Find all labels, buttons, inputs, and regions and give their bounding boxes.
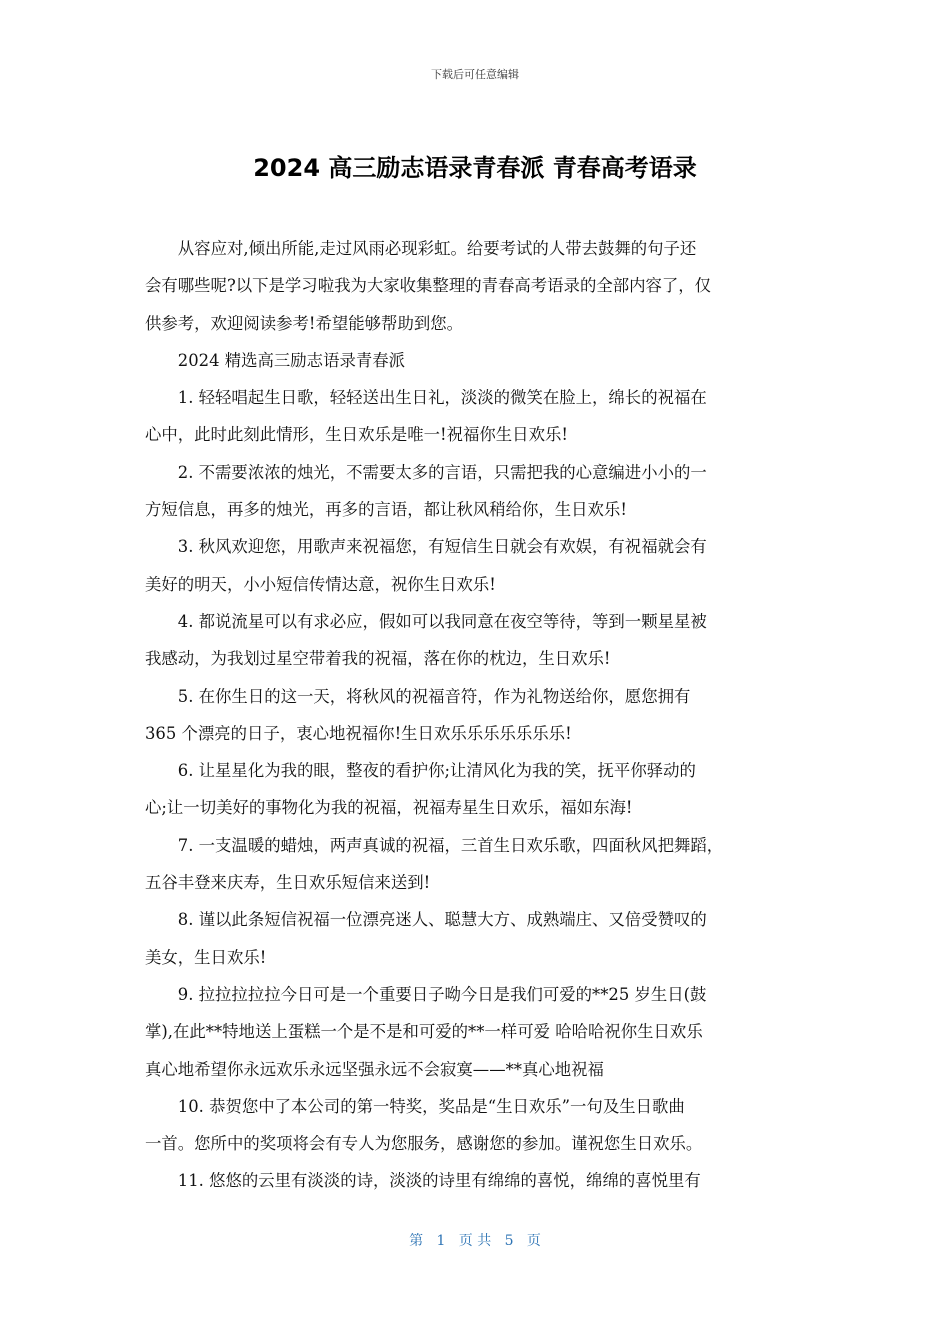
paragraph-line: 美好的明天，小小短信传情达意，祝你生日欢乐! <box>145 574 496 594</box>
paragraph-line: 10. 恭贺您中了本公司的第一特奖，奖品是“生日欢乐”一句及生日歌曲 <box>177 1096 685 1116</box>
paragraph-line: 会有哪些呢?以下是学习啦我为大家收集整理的青春高考语录的全部内容了，仅 <box>145 276 712 296</box>
paragraph-line: 五谷丰登来庆寿，生日欢乐短信来送到! <box>145 873 431 893</box>
paragraph-line: 4. 都说流星可以有求必应，假如可以我同意在夜空等待，等到一颗星星被 <box>177 611 707 631</box>
paragraph-line: 2024 精选高三励志语录青春派 <box>177 350 406 370</box>
paragraph <box>145 827 815 902</box>
paragraph-line: 7. 一支温暖的蜡烛，两声真诚的祝福，三首生日欢乐歌，四面秋风把舞蹈， <box>177 835 724 855</box>
paragraph-line: 真心地希望你永远欢乐永远坚强永远不会寂寞——**真心地祝福 <box>145 1059 604 1079</box>
document-body <box>145 230 815 1200</box>
paragraph <box>145 454 815 529</box>
paragraph <box>145 379 815 454</box>
paragraph <box>145 1088 815 1163</box>
paragraph-line: 我感动，为我划过星空带着我的祝福，落在你的枕边，生日欢乐! <box>145 649 611 669</box>
paragraph-line: 11. 悠悠的云里有淡淡的诗，淡淡的诗里有绵绵的喜悦，绵绵的喜悦里有 <box>177 1171 701 1191</box>
paragraph <box>145 528 815 603</box>
paragraph-line: 心;让一切美好的事物化为我的祝福，祝福寿星生日欢乐，福如东海! <box>145 798 633 818</box>
paragraph <box>145 342 815 379</box>
paragraph <box>145 752 815 827</box>
paragraph-line: 365 个漂亮的日子，衷心地祝福你!生日欢乐乐乐乐乐乐乐! <box>145 723 572 743</box>
paragraph-line: 心中，此时此刻此情形，生日欢乐是唯一!祝福你生日欢乐! <box>145 425 568 445</box>
paragraph-line: 一首。您所中的奖项将会有专人为您服务，感谢您的参加。谨祝您生日欢乐。 <box>145 1134 703 1154</box>
paragraph-line: 1. 轻轻唱起生日歌，轻轻送出生日礼，淡淡的微笑在脸上，绵长的祝福在 <box>177 388 707 408</box>
paragraph-line: 8. 谨以此条短信祝福一位漂亮迷人、聪慧大方、成熟端庄、又倍受赞叹的 <box>177 910 707 930</box>
paragraph <box>145 678 815 753</box>
paragraph <box>145 1162 815 1199</box>
document-title: 2024 高三励志语录青春派 青春高考语录 <box>253 154 697 182</box>
paragraph <box>145 976 815 1088</box>
paragraph-line: 5. 在你生日的这一天，将秋风的祝福音符，作为礼物送给你，愿您拥有 <box>177 686 691 706</box>
page-header: 下载后可任意编辑 <box>431 68 519 81</box>
paragraph-line: 6. 让星星化为我的眼，整夜的看护你;让清风化为我的笑，抚平你驿动的 <box>177 761 696 781</box>
paragraph-line: 9. 拉拉拉拉拉今日可是一个重要日子呦今日是我们可爱的**25 岁生日(鼓 <box>177 984 707 1004</box>
page-footer: 第 1 页 共 5 页 <box>409 1233 541 1249</box>
paragraph-line: 从容应对,倾出所能,走过风雨必现彩虹。给要考试的人带去鼓舞的句子还 <box>177 239 697 258</box>
paragraph <box>145 901 815 976</box>
paragraph <box>145 230 815 342</box>
paragraph-line: 2. 不需要浓浓的烛光，不需要太多的言语，只需把我的心意编进小小的一 <box>177 462 707 482</box>
paragraph-line: 掌),在此**特地送上蛋糕一个是不是和可爱的**一样可爱 哈哈哈祝你生日欢乐 <box>145 1022 703 1042</box>
paragraph-line: 方短信息，再多的烛光，再多的言语，都让秋风稍给你，生日欢乐! <box>145 500 627 520</box>
paragraph-line: 供参考，欢迎阅读参考!希望能够帮助到您。 <box>145 313 464 333</box>
paragraph-line: 3. 秋风欢迎您，用歌声来祝福您，有短信生日就会有欢娱，有祝福就会有 <box>177 537 707 557</box>
paragraph-line: 美女，生日欢乐! <box>145 947 267 967</box>
paragraph <box>145 603 815 678</box>
